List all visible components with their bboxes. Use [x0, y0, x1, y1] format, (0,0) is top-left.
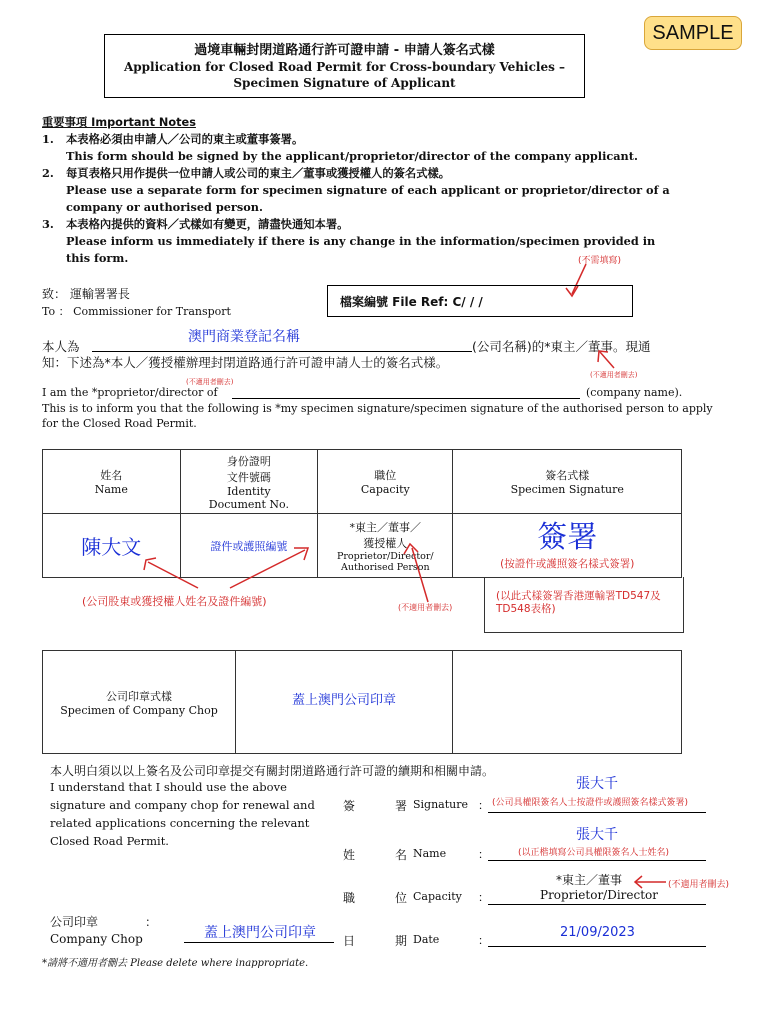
header-id — [180, 450, 318, 514]
header-name-zh: 姓名 — [100, 469, 123, 482]
signature-cell[interactable] — [453, 514, 682, 578]
decl-en-1b: (company name). — [586, 386, 683, 399]
note-number: 2. — [42, 166, 54, 180]
note-en: Please use a separate form for specimen signature of each applicant or proprietor/director of a company or authorised person. — [66, 183, 670, 214]
note-en: Please inform us immediately if there is any change in the information/specimen provided in this form. — [66, 234, 656, 265]
date-label-zh: 日 — [343, 934, 356, 948]
arrow-icon — [398, 540, 438, 604]
company-chop-line[interactable] — [184, 942, 334, 943]
sig-label-zh2: 署 — [395, 799, 408, 813]
important-notes — [42, 114, 682, 267]
note-item — [42, 165, 682, 216]
header-name-en: Name — [94, 483, 128, 496]
arrows-icon — [130, 530, 370, 592]
header-id-zh2: 文件號碼 — [226, 470, 271, 484]
decl-zh-1b: (公司名稱)的*東主／董事。現通 — [472, 339, 651, 354]
cap-en2: Authorised Person — [340, 561, 430, 573]
header-signature — [453, 450, 682, 514]
colon: ： — [478, 891, 489, 904]
signature-line[interactable] — [488, 812, 706, 813]
title-en-1: Application for Closed Road Permit for Cross-boundary Vehicles – — [123, 60, 566, 74]
name-label-zh: 姓 — [343, 848, 356, 862]
title-zh: 過境車輛封閉道路通行許可證申請 - 申請人簽名式樣 — [194, 43, 495, 58]
sign-sample: 簽署 — [537, 520, 598, 555]
decl-zh-1a: 本人為 — [42, 339, 80, 354]
chop-label-en: Specimen of Company Chop — [60, 703, 218, 717]
delete-note-small: (不適用者刪去) — [186, 378, 234, 386]
header-cap-zh: 職位 — [374, 469, 397, 482]
cap-zh2: 獲授權人 — [363, 536, 408, 550]
header-id-zh1: 身份證明 — [226, 454, 271, 468]
form-title — [104, 34, 585, 98]
capacity-en-value: Proprietor/Director — [540, 888, 659, 902]
colon: ： — [478, 799, 489, 812]
header-capacity — [318, 450, 453, 514]
sig-hint: (公司具權限簽名人士按證件或護照簽名樣式簽署) — [492, 798, 689, 808]
to-zh: 致： 運輸署署長 — [42, 287, 130, 301]
company-name-en-line[interactable] — [232, 398, 580, 399]
header-sig-zh: 簽名式樣 — [545, 469, 590, 482]
cap-en1: Proprietor/Director/ — [336, 550, 434, 562]
company-chop-colon: ： — [145, 915, 158, 929]
cap-zh1: *東主／董事／ — [349, 520, 422, 534]
colon: ： — [478, 934, 489, 947]
company-chop-zh: 公司印章 — [50, 915, 99, 929]
file-ref-label: 檔案編號 File Ref: C/ / / — [340, 295, 483, 309]
header-id-en1: Identity — [227, 484, 271, 498]
company-chop-en: Company Chop — [50, 932, 143, 946]
understand-en-line: related applications concerning the relevant — [50, 816, 310, 830]
sig-name-sample: 張大千 — [576, 776, 618, 792]
name-label-zh2: 名 — [395, 848, 408, 862]
understand-en-line: Closed Road Permit. — [50, 834, 169, 848]
understand-en — [50, 778, 325, 850]
header-id-en2: Document No. — [208, 497, 289, 511]
name-sample: 陳大文 — [81, 535, 142, 559]
arrow-icon — [594, 348, 620, 370]
name-hint2: (以正楷填寫公司具權限簽名人士姓名) — [518, 848, 670, 858]
delete-note-small: (不適用者刪去) — [590, 371, 638, 379]
header-cap-en: Capacity — [360, 483, 410, 496]
note-item — [42, 131, 682, 165]
name-label-en: Name — [413, 847, 447, 860]
delete-hint: (不適用者刪去) — [398, 603, 453, 612]
notes-heading: 重要事項 Important Notes — [42, 116, 196, 129]
decl-zh-2: 知：下述為*本人／獲授權辦理封閉道路通行許可證申請人士的簽名式樣。 — [42, 355, 449, 370]
addressee — [42, 286, 231, 320]
note-en: This form should be signed by the applicant/proprietor/director of the company applicant. — [66, 149, 638, 163]
decl-en-1a: I am the *proprietor/director of — [42, 386, 218, 399]
company-name-line[interactable] — [92, 351, 472, 352]
sign-hint: (按證件或護照簽名樣式簽署) — [500, 558, 635, 570]
title-en-2: Specimen Signature of Applicant — [233, 76, 456, 90]
sample-badge: SAMPLE — [644, 16, 742, 50]
date-line[interactable] — [488, 946, 706, 947]
note-zh: 每頁表格只用作提供一位申請人或公司的東主／董事或獲授權人的簽名式樣。 — [66, 167, 451, 180]
chop-table — [42, 650, 682, 754]
name-name-sample: 張大千 — [576, 827, 618, 843]
cap-label-zh: 職 — [343, 891, 356, 905]
date-label-en: Date — [413, 933, 440, 946]
chop-sample: 蓋上澳門公司印章 — [291, 693, 396, 708]
decl-en-2: This is to inform you that the following is *my specimen signature/specimen signature of the authorised person to apply — [42, 402, 713, 415]
header-sig-en: Specimen Signature — [510, 483, 624, 496]
chop-cell-2[interactable] — [453, 651, 682, 754]
capacity-delete-note: (不適用者刪去) — [668, 880, 730, 890]
note-number: 1. — [42, 132, 54, 146]
chop-cell-1[interactable] — [236, 651, 453, 754]
capacity-zh-value: *東主／董事 — [556, 873, 623, 887]
understand-en-line: signature and company chop for renewal and — [50, 798, 315, 812]
footnote: *請將不適用者刪去 Please delete where inappropriate. — [42, 958, 309, 969]
chop-sample-2: 蓋上澳門公司印章 — [204, 925, 316, 941]
chop-label-cell — [43, 651, 236, 754]
understand-en-line: I understand that I should use the above — [50, 780, 287, 794]
name-line[interactable] — [488, 860, 706, 861]
understand-zh: 本人明白須以以上簽名及公司印章提交有關封閉道路通行許可證的續期和相關申請。 — [50, 764, 495, 778]
cap-label-zh2: 位 — [395, 891, 408, 905]
chop-label-zh: 公司印章式樣 — [106, 689, 172, 703]
note-zh: 本表格內提供的資料／式樣如有變更，請盡快通知本署。 — [66, 218, 349, 231]
decl-en-3: for the Closed Road Permit. — [42, 417, 197, 430]
header-name — [43, 450, 181, 514]
note-number: 3. — [42, 217, 54, 231]
id-sample: 證件或護照編號 — [210, 539, 288, 553]
name-hint: (公司股東或獲授權人姓名及證件編號) — [82, 595, 267, 608]
td-hint: (以此式樣簽署香港運輸署TD547及TD548表格) — [496, 590, 661, 615]
sig-label-zh: 簽 — [343, 799, 356, 813]
date-label-zh2: 期 — [395, 934, 408, 948]
capacity-line[interactable] — [488, 904, 706, 905]
date-value: 21/09/2023 — [560, 925, 635, 940]
colon: ： — [478, 848, 489, 861]
company-name-sample: 澳門商業登記名稱 — [188, 329, 300, 345]
cap-label-en: Capacity — [413, 890, 462, 903]
sig-label-en: Signature — [413, 798, 469, 811]
note-zh: 本表格必須由申請人／公司的東主或董事簽署。 — [66, 133, 304, 146]
to-en: To ： Commissioner for Transport — [42, 305, 231, 318]
not-required-note: (不需填寫) — [578, 256, 622, 266]
file-ref-box — [327, 285, 633, 317]
